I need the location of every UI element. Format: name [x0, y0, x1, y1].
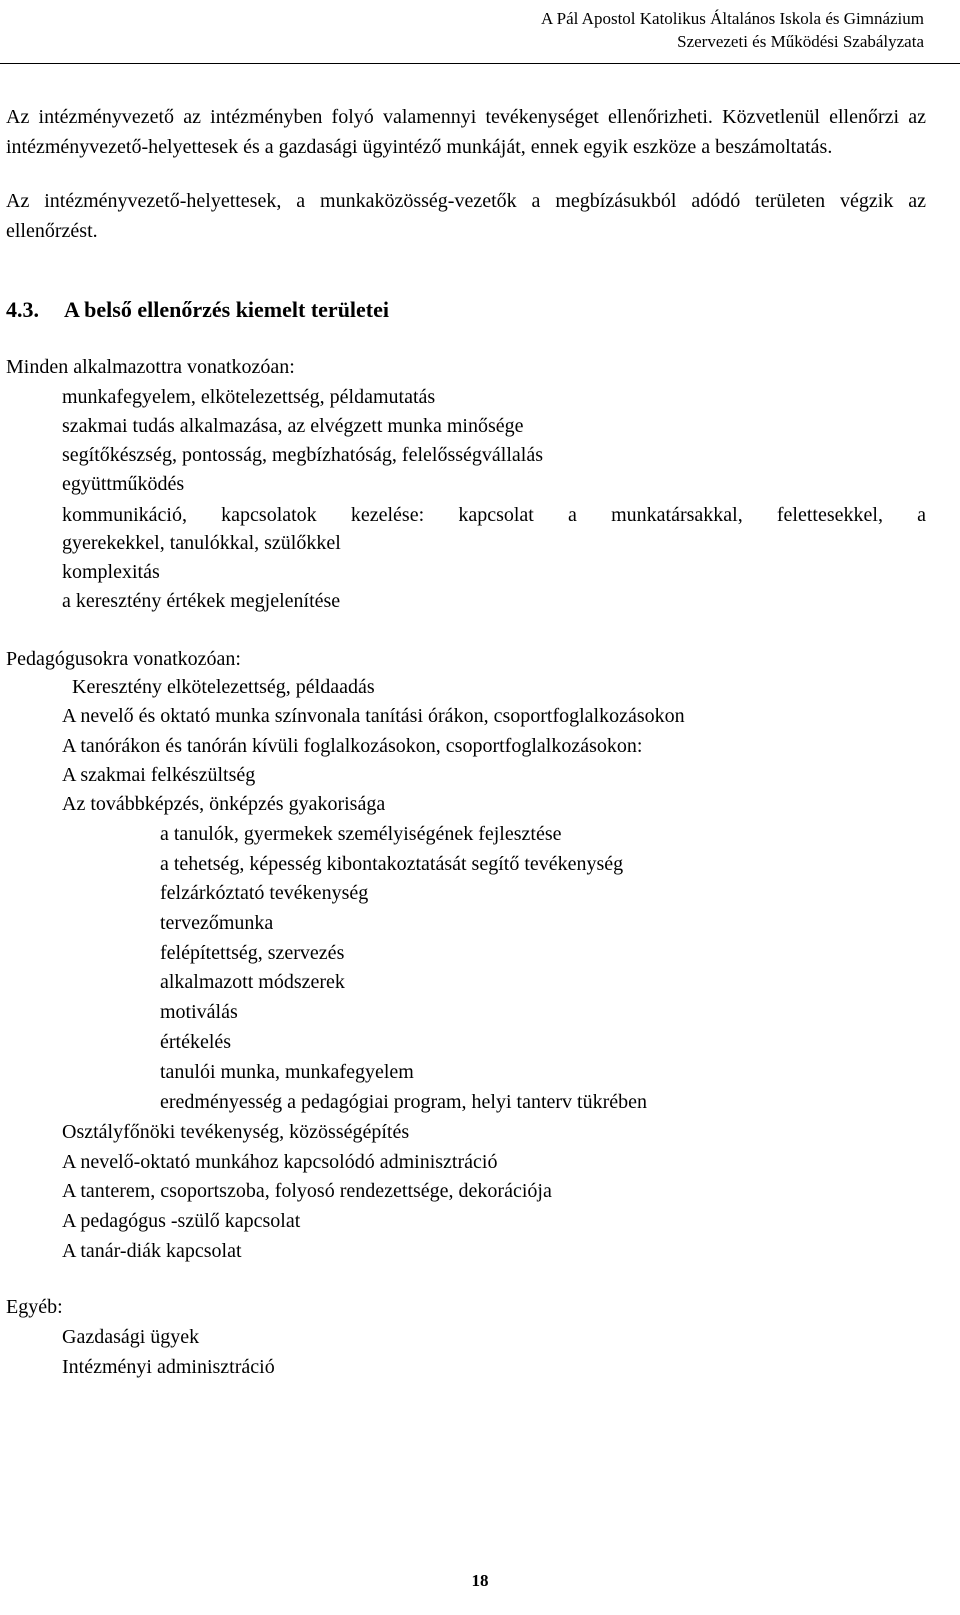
page-number: 18	[471, 1571, 489, 1590]
list-item: A tanórákon és tanórán kívüli foglalkozásokon, csoportfoglalkozásokon:	[62, 735, 643, 757]
list-item: Gazdasági ügyek	[62, 1326, 200, 1348]
sub-list-item: értékelés	[160, 1031, 232, 1053]
list-item: munkafegyelem, elkötelezettség, példamutatás	[62, 386, 436, 408]
other-label: Egyéb:	[6, 1296, 63, 1318]
list-item: a keresztény értékek megjelenítése	[62, 590, 341, 612]
list-item: szakmai tudás alkalmazása, az elvégzett munka minősége	[62, 415, 524, 437]
sub-list-item: alkalmazott módszerek	[160, 971, 345, 993]
list-item: A pedagógus -szülő kapcsolat	[62, 1210, 301, 1232]
sub-list-item: eredményesség a pedagógiai program, helyi tanterv tükrében	[160, 1091, 648, 1113]
section-title: A belső ellenőrzés kiemelt területei	[64, 297, 390, 322]
list-item: Osztályfőnöki tevékenység, közösségépítés	[62, 1121, 410, 1143]
sub-list-item: a tehetség, képesség kibontakoztatását segítő tevékenység	[160, 853, 624, 875]
list-item: Az továbbképzés, önképzés gyakorisága	[62, 793, 386, 815]
header-document-title: Szervezeti és Működési Szabályzata	[677, 32, 924, 51]
section-heading	[6, 295, 389, 325]
list-item: A nevelő és oktató munka színvonala tanítási órákon, csoportfoglalkozásokon	[62, 705, 685, 727]
list-item-continuation: gyerekekkel, tanulókkal, szülőkkel	[62, 532, 341, 554]
header-school-name: A Pál Apostol Katolikus Általános Iskola és Gimnázium	[541, 9, 924, 28]
sub-list-item: a tanulók, gyermekek személyiségének fejlesztése	[160, 823, 562, 845]
section-number: 4.3.	[6, 297, 39, 322]
list-item: Keresztény elkötelezettség, példaadás	[72, 676, 375, 698]
sub-list-item: motiválás	[160, 1001, 238, 1023]
list-item: együttműködés	[62, 473, 185, 495]
all-staff-label: Minden alkalmazottra vonatkozóan:	[6, 356, 295, 378]
list-item: kommunikáció, kapcsolatok kezelése: kapcsolat a munkatársakkal, felettesekkel, a	[62, 504, 926, 526]
intro-paragraph-2: Az intézményvezető-helyettesek, a munkaközösség-vezetők a megbízásukból adódó területen végzik az ellenőrzést.	[6, 190, 926, 242]
sub-list-item: tervezőmunka	[160, 912, 274, 934]
sub-list-item: felépítettség, szervezés	[160, 942, 345, 964]
list-item: Intézményi adminisztráció	[62, 1356, 275, 1378]
page-header	[0, 5, 960, 64]
list-item: A szakmai felkészültség	[62, 764, 256, 786]
sub-list-item: tanulói munka, munkafegyelem	[160, 1061, 414, 1083]
list-item: komplexitás	[62, 561, 160, 583]
list-item: A nevelő-oktató munkához kapcsolódó adminisztráció	[62, 1151, 498, 1173]
intro-paragraph-1: Az intézményvezető az intézményben folyó valamennyi tevékenységet ellenőrizheti. Közvetlenül ellenőrzi az intézményvezető-helyettesek és a gazdasági ügyintéző munkáját, ennek egyik eszköze a beszámoltatás.	[6, 106, 926, 158]
list-item: A tanterem, csoportszoba, folyosó rendezettsége, dekorációja	[62, 1180, 552, 1202]
sub-list-item: felzárkóztató tevékenység	[160, 882, 369, 904]
teachers-label: Pedagógusokra vonatkozóan:	[6, 648, 241, 670]
list-item: A tanár-diák kapcsolat	[62, 1240, 242, 1262]
list-item: segítőkészség, pontosság, megbízhatóság, felelősségvállalás	[62, 444, 543, 466]
